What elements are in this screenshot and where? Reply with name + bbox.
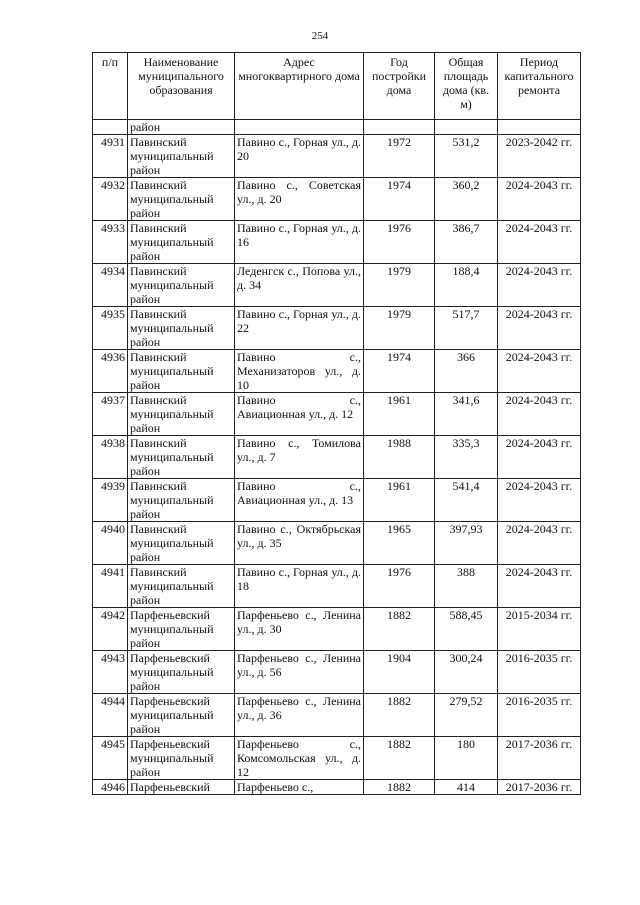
cell-year: 1979 [364,264,435,307]
cell-num: 4933 [93,221,128,264]
cell-municipality: Павинский муниципальный район [128,565,235,608]
cell-period: 2017-2036 гг. [498,737,581,780]
cell-area: 279,52 [435,694,498,737]
cell-area: 360,2 [435,178,498,221]
cell-address: Павино с., Горная ул., д. 20 [235,135,364,178]
cell-num: 4932 [93,178,128,221]
table-row [93,135,581,178]
cell-period: 2024-2043 гг. [498,565,581,608]
cell-num: 4935 [93,307,128,350]
table-row [93,307,581,350]
cell-year: 1882 [364,694,435,737]
cell-num: 4941 [93,565,128,608]
cell-year: 1988 [364,436,435,479]
cell-num: 4944 [93,694,128,737]
cell-period: 2024-2043 гг. [498,264,581,307]
cell-area: 335,3 [435,436,498,479]
cell-num: 4939 [93,479,128,522]
cell-num: 4945 [93,737,128,780]
cell-area: 300,24 [435,651,498,694]
cell-municipality: Павинский муниципальный район [128,264,235,307]
table-header-row [93,53,581,120]
cell-address [235,120,364,135]
cell-municipality: Павинский муниципальный район [128,393,235,436]
cell-num: 4942 [93,608,128,651]
cell-municipality: Павинский муниципальный район [128,221,235,264]
cell-year: 1882 [364,737,435,780]
header-address: Адрес многоквартирного дома [235,53,364,120]
table-row [93,737,581,780]
header-period: Период капитального ремонта [498,53,581,120]
table-row [93,436,581,479]
cell-year: 1974 [364,350,435,393]
cell-municipality: Парфеньевский муниципальный район [128,651,235,694]
cell-num: 4937 [93,393,128,436]
cell-year: 1965 [364,522,435,565]
cell-period: 2024-2043 гг. [498,522,581,565]
table-row [93,694,581,737]
cell-address: Парфеньево с., Комсомольская ул., д. 12 [235,737,364,780]
cell-area: 588,45 [435,608,498,651]
header-year: Год постройки дома [364,53,435,120]
cell-address: Павино с., Горная ул., д. 16 [235,221,364,264]
table-row [93,393,581,436]
table-row [93,479,581,522]
cell-address: Парфеньево с., Ленина ул., д. 56 [235,651,364,694]
cell-municipality: Парфеньевский муниципальный район [128,737,235,780]
cell-area: 388 [435,565,498,608]
cell-year: 1882 [364,780,435,795]
cell-address: Парфеньево с., Ленина ул., д. 30 [235,608,364,651]
cell-year: 1974 [364,178,435,221]
cell-municipality: Павинский муниципальный район [128,436,235,479]
cell-area: 180 [435,737,498,780]
cell-period: 2016-2035 гг. [498,694,581,737]
table-row [93,178,581,221]
cell-num: 4931 [93,135,128,178]
cell-municipality: Павинский муниципальный район [128,307,235,350]
cell-year: 1904 [364,651,435,694]
cell-address: Павино с., Томилова ул., д. 7 [235,436,364,479]
cell-area [435,120,498,135]
header-num: п/п [93,53,128,120]
cell-year: 1882 [364,608,435,651]
header-municipality: Наименование муниципального образования [128,53,235,120]
cell-address: Павино с., Советская ул., д. 20 [235,178,364,221]
cell-municipality: Павинский муниципальный район [128,135,235,178]
cell-municipality: Парфеньевский [128,780,235,795]
cell-area: 517,7 [435,307,498,350]
header-area: Общая площадь дома (кв. м) [435,53,498,120]
cell-year: 1961 [364,479,435,522]
cell-address: Павино с., Авиационная ул., д. 13 [235,479,364,522]
cell-municipality: Парфеньевский муниципальный район [128,694,235,737]
cell-address: Парфеньево с., Ленина ул., д. 36 [235,694,364,737]
cell-municipality: район [128,120,235,135]
cell-area: 386,7 [435,221,498,264]
cell-year: 1972 [364,135,435,178]
cell-num: 4934 [93,264,128,307]
cell-period: 2024-2043 гг. [498,350,581,393]
table-row [93,264,581,307]
table-row [93,522,581,565]
cell-municipality: Павинский муниципальный район [128,350,235,393]
cell-period: 2024-2043 гг. [498,178,581,221]
continuation-row [93,120,581,135]
cell-address: Парфеньево с., [235,780,364,795]
table-row-partial [93,780,581,795]
cell-municipality: Павинский муниципальный район [128,479,235,522]
cell-municipality: Парфеньевский муниципальный район [128,608,235,651]
cell-period: 2024-2043 гг. [498,307,581,350]
table-row [93,651,581,694]
table-row [93,608,581,651]
table-row [93,350,581,393]
table-row [93,221,581,264]
cell-num [93,120,128,135]
cell-municipality: Павинский муниципальный район [128,522,235,565]
cell-num: 4940 [93,522,128,565]
cell-address: Павино с., Октябрьская ул., д. 35 [235,522,364,565]
cell-period: 2024-2043 гг. [498,479,581,522]
cell-municipality: Павинский муниципальный район [128,178,235,221]
cell-address: Павино с., Механизаторов ул., д. 10 [235,350,364,393]
cell-period: 2024-2043 гг. [498,436,581,479]
cell-year: 1976 [364,565,435,608]
cell-num: 4946 [93,780,128,795]
cell-period [498,120,581,135]
cell-year: 1961 [364,393,435,436]
cell-address: Павино с., Авиационная ул., д. 12 [235,393,364,436]
cell-period: 2024-2043 гг. [498,393,581,436]
cell-address: Павино с., Горная ул., д. 22 [235,307,364,350]
table-row [93,565,581,608]
cell-area: 531,2 [435,135,498,178]
cell-address: Павино с., Горная ул., д. 18 [235,565,364,608]
cell-area: 188,4 [435,264,498,307]
cell-area: 414 [435,780,498,795]
cell-period: 2023-2042 гг. [498,135,581,178]
cell-year: 1976 [364,221,435,264]
cell-period: 2017-2036 гг. [498,780,581,795]
cell-num: 4936 [93,350,128,393]
cell-period: 2015-2034 гг. [498,608,581,651]
cell-area: 366 [435,350,498,393]
page-number: 254 [311,30,329,42]
cell-address: Леденгск с., Попова ул., д. 34 [235,264,364,307]
cell-year: 1979 [364,307,435,350]
cell-area: 397,93 [435,522,498,565]
cell-year [364,120,435,135]
cell-period: 2016-2035 гг. [498,651,581,694]
cell-area: 341,6 [435,393,498,436]
cell-period: 2024-2043 гг. [498,221,581,264]
cell-area: 541,4 [435,479,498,522]
cell-num: 4943 [93,651,128,694]
cell-num: 4938 [93,436,128,479]
housing-registry-table [92,52,581,795]
